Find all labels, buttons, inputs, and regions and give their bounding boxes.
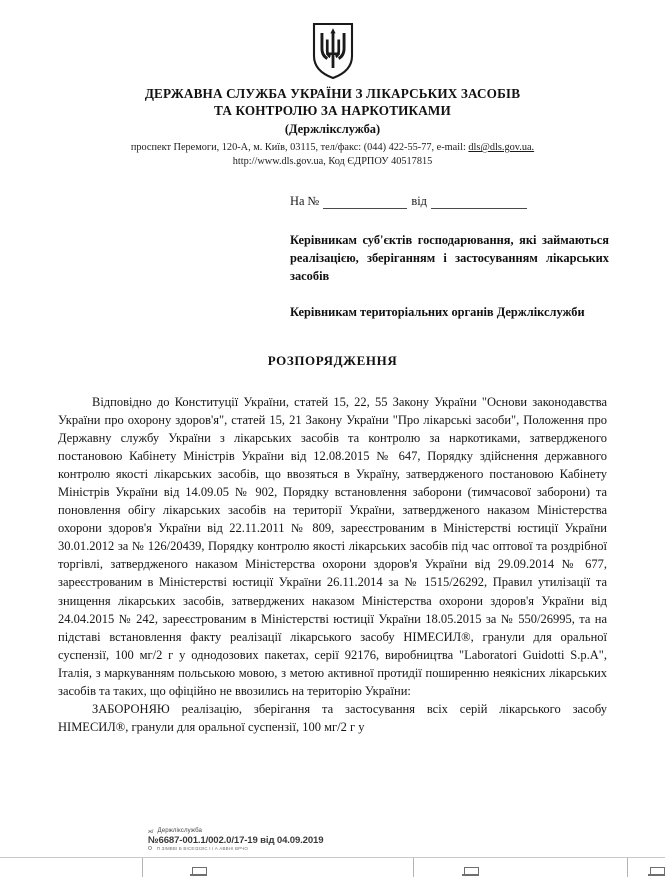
next-page-column-rule-1 [142, 858, 143, 877]
organization-short-name: (Держлікслужба) [284, 122, 381, 136]
body-paragraph-2: ЗАБОРОНЯЮ реалізацію, зберігання та застосування всіх серій лікарського засобу НІМЕСИЛ®, гранули для оральної суспензії, 100 мг/2 г у [58, 701, 607, 734]
page-thumbnail-icon-1 [190, 867, 207, 876]
organization-title [36, 86, 629, 119]
letterhead [0, 0, 665, 168]
contacts-address-phone: проспект Перемоги, 120-А, м. Київ, 03115, тел/факс: (044) 422-55-77, e-mail: [130, 142, 469, 153]
organization-website-line [0, 155, 665, 169]
reference-date-field[interactable] [431, 197, 527, 209]
website-link[interactable]: http://www.dls.gov.ua [232, 155, 324, 167]
stamp-footer-row [148, 846, 388, 852]
next-page-column-rule-3 [627, 858, 628, 877]
document-body [0, 393, 665, 736]
registration-stamp [148, 827, 388, 852]
addressee-secondary: Керівникам територіальних органів Держлікслужби [290, 305, 585, 319]
next-page-strip [0, 858, 665, 877]
stamp-mark-glyph: ЖЇ [148, 829, 154, 834]
reference-date-label: від [411, 194, 427, 208]
stamp-blurred-text: П ЗІМВВІ Б ВІСЕІЗІЗІС І І А АВВНІ ВРЧО [156, 846, 249, 851]
ukrainian-coat-of-arms-tryzub-icon [311, 22, 355, 80]
addressee-block [0, 231, 665, 321]
reference-line [0, 194, 665, 209]
organization-contacts [0, 141, 665, 155]
page-thumbnail-icon-3 [648, 867, 665, 876]
stamp-header-row [148, 827, 388, 835]
stamp-circle-glyph: О [148, 846, 152, 852]
reference-number-field[interactable] [323, 197, 407, 209]
document-heading: РОЗПОРЯДЖЕННЯ [267, 353, 398, 368]
page-thumbnail-icon-2 [462, 867, 479, 876]
reference-number-label: На № [290, 194, 320, 208]
organization-title-line-1: ДЕРЖАВНА СЛУЖБА УКРАЇНИ З ЛІКАРСЬКИХ ЗАСОБІВ [144, 86, 521, 101]
stamp-registration-number: №6687-001.1/002.0/17-19 від 04.09.2019 [148, 835, 324, 846]
contacts-email-link[interactable]: dls@dls.gov.ua. [468, 142, 535, 153]
edrpou-code: , Код ЄДРПОУ 40517815 [323, 155, 433, 167]
organization-title-line-2: ТА КОНТРОЛЮ ЗА НАРКОТИКАМИ [214, 102, 451, 118]
next-page-column-rule-2 [413, 858, 414, 877]
body-paragraph-1: Відповідно до Конституції України, статей 15, 22, 55 Закону України "Основи законодавства України про охорону здоров'я", статей 15, 21 Закону України "Про лікарські засоби", Положення про Державну службу України з лікарських засобів та контролю за наркотиками, затвердженого постановою Кабінету Міністрів України від 12.08.2015 № 647, Порядку здійснення державного контролю якості лікарських засобів, що ввозяться в Україну, затвердженого постановою Кабінету Міністрів України від 14.09.05 № 902, Порядку встановлення заборони (тимчасової заборони) та поновлення обігу лікарських засобів на території України, затвердженого наказом Міністерства охорони здоров'я України від 22.11.2011 № 809, зареєстрованим в Міністерстві юстиції України 30.01.2012 за № 126/20439, Порядку контролю якості лікарських засобів під час оптової та роздрібної торгівлі, затвердженого наказом Міністерства охорони здоров'я України від 29.09.2014 № 677, зареєстрованим в Міністерстві юстиції України 26.11.2014 за № 1515/26292, Правил утилізації та знищення лікарських засобів, затверджених наказом Міністерства охорони здоров'я України від 24.04.2015 № 242, зареєстрованим в Міністерстві юстиції України 18.05.2015 за № 550/26995, та на підставі встановлення факту реалізації лікарського засобу НІМЕСИЛ®, гранули для оральної суспензії, 100 мг/2 г у однодозових пакетах, серії 92176, виробництва "Laboratori Guidotti S.p.A", Італія, з маркуванням польською мовою, з метою активної протидії поширенню неякісних лікарських засобів та таких, що офіційно не ввозились на територію України: [58, 395, 607, 698]
stamp-organization: Держлікслужба [157, 827, 203, 834]
addressee-primary: Керівникам суб'єктів господарювання, які займаються реалізацією, зберіганням і застосуванням лікарських засобів [290, 233, 609, 283]
